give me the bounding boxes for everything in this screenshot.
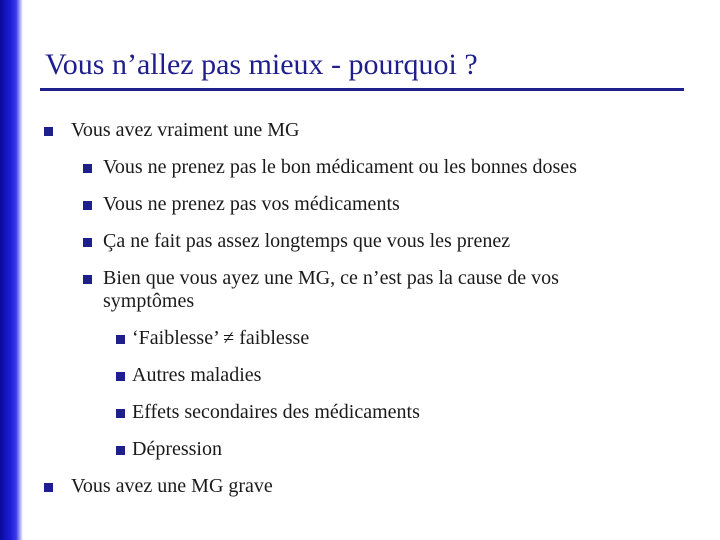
title-underline <box>40 88 684 91</box>
list-item-label: Vous avez une MG grave <box>71 475 273 497</box>
square-bullet-icon <box>83 164 92 173</box>
list-item-label: Vous ne prenez pas le bon médicament ou les bonnes doses <box>103 156 577 178</box>
list-item-label: Autres maladies <box>132 364 262 386</box>
square-bullet-icon <box>83 201 92 210</box>
square-bullet-icon <box>44 483 53 492</box>
square-bullet-icon <box>83 238 92 247</box>
list-item-label: Vous avez vraiment une MG <box>71 119 300 141</box>
square-bullet-icon <box>116 372 125 381</box>
list-item-label: Vous ne prenez pas vos médicaments <box>103 193 400 215</box>
list-item-label: Ça ne fait pas assez longtemps que vous les prenez <box>103 230 511 252</box>
list-item-label: Effets secondaires des médicaments <box>132 401 420 423</box>
square-bullet-icon <box>44 127 53 136</box>
list-item-label: Dépression <box>132 438 222 460</box>
list-item-label: ‘Faiblesse’ ≠ faiblesse <box>132 327 310 349</box>
slide-title: Vous n’allez pas mieux - pourquoi ? <box>45 48 478 81</box>
list-item-label: Bien que vous ayez une MG, ce n’est pas la cause de vos symptômes <box>103 267 559 312</box>
square-bullet-icon <box>83 275 92 284</box>
square-bullet-icon <box>116 335 125 344</box>
left-gradient-bar <box>0 0 23 540</box>
square-bullet-icon <box>116 446 125 455</box>
square-bullet-icon <box>116 409 125 418</box>
